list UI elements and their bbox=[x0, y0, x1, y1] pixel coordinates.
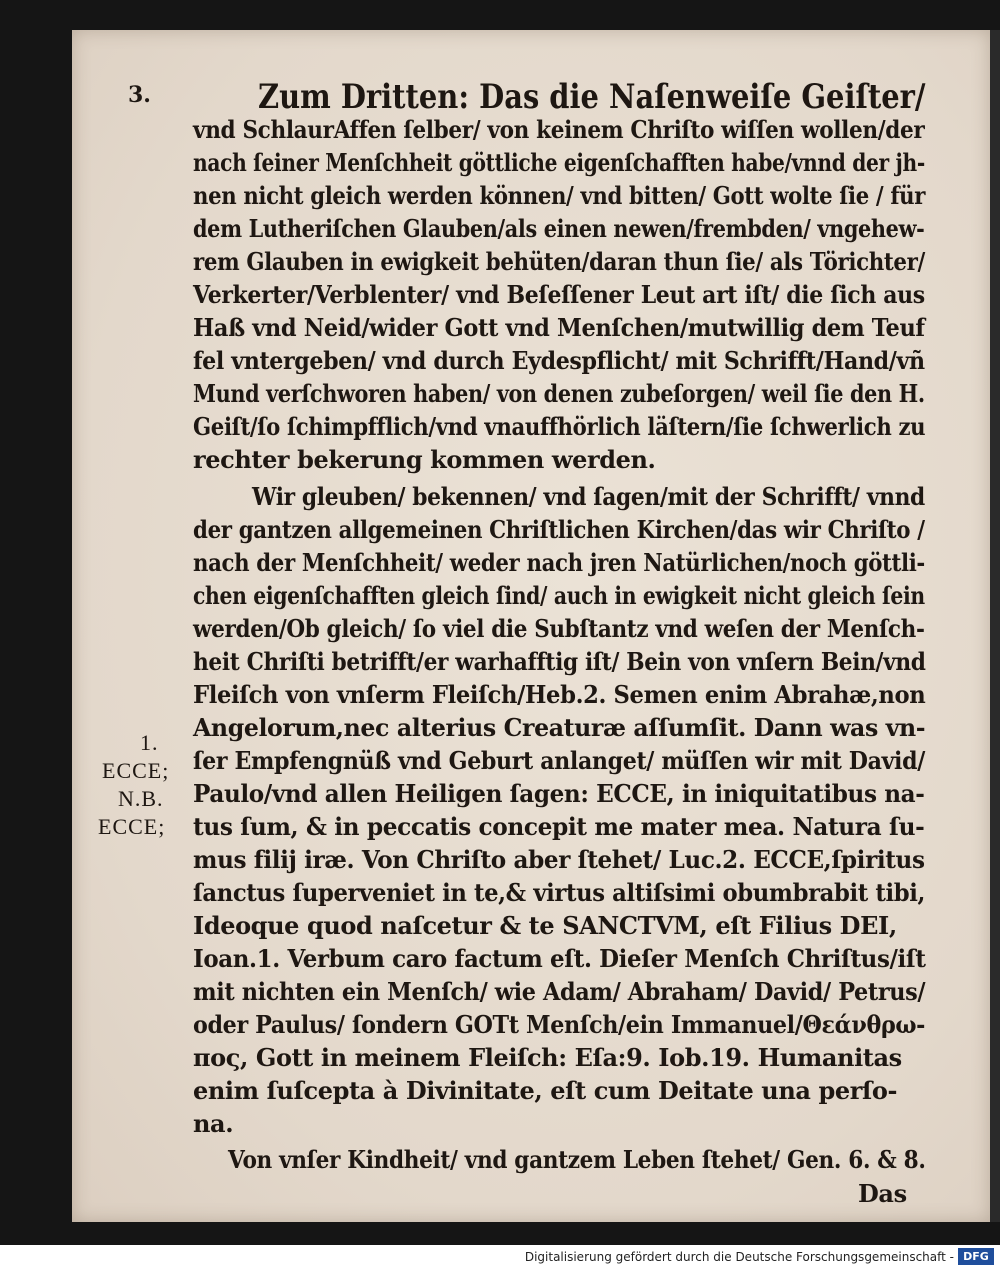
footer-credit: Digitalisierung gefördert durch die Deutsche Forschungsgemeinschaft - bbox=[524, 1250, 954, 1264]
text-line: ſer Empfengnüß vnd Geburt anlanget/ müſſen wir mit David/ bbox=[193, 746, 925, 775]
text-line: πος, Gott in meinem Fleiſch: Eſa:9. Iob.19. Humanitas bbox=[193, 1043, 902, 1072]
text-line: Zum Dritten: Das die Naſenweiſe Geiſter/ bbox=[258, 77, 926, 117]
text-line: chen eigenſchafften gleich ſind/ auch in ewigkeit nicht gleich ſein bbox=[193, 581, 925, 610]
margin-note: ECCE; bbox=[102, 758, 170, 783]
text-line: Mund verſchworen haben/ von denen zubeſorgen/ weil ſie den H. bbox=[193, 379, 925, 408]
margin-note: ECCE; bbox=[98, 814, 166, 839]
text-line: na. bbox=[193, 1109, 234, 1138]
text-line: tus ſum, & in peccatis concepit me mater mea. Natura ſu- bbox=[193, 812, 925, 841]
text-line: Ioan.1. Verbum caro factum eſt. Dieſer Menſch Chriſtus/iſt bbox=[193, 944, 926, 973]
text-line: nen nicht gleich werden können/ vnd bitten/ Gott wolte ſie / für bbox=[193, 181, 926, 210]
margin-note: N.B. bbox=[118, 786, 164, 811]
text-line: Verkerter/Verblenter/ vnd Beſeſſener Leut art iſt/ die ſich aus bbox=[193, 280, 925, 309]
text-line: Fleiſch von vnſerm Fleiſch/Heb.2. Semen enim Abrahæ,non bbox=[193, 680, 926, 709]
dfg-logo: DFG bbox=[958, 1248, 994, 1265]
text-line: nach der Menſchheit/ weder nach jren Natürlichen/noch göttli- bbox=[193, 548, 925, 577]
text-line: Wir gleuben/ bekennen/ vnd ſagen/mit der Schrifft/ vnnd bbox=[252, 482, 925, 511]
text-line: heit Chriſti betrifft/er warhafftig iſt/ Bein von vnſern Bein/vnd bbox=[193, 647, 926, 676]
text-line: Geiſt/ſo ſchimpfflich/vnd vnauffhörlich läſtern/ſie ſchwerlich zu bbox=[193, 412, 926, 441]
text-line: Paulo/vnd allen Heiligen ſagen: ECCE, in iniquitatibus na- bbox=[193, 779, 925, 808]
page-number: 3. bbox=[128, 82, 151, 108]
book-edge bbox=[990, 30, 1000, 1222]
text-line: oder Paulus/ ſondern GOTt Menſch/ein Immanuel/Θεάνθρω- bbox=[193, 1010, 926, 1039]
text-line: dem Lutheriſchen Glauben/als einen newen/frembden/ vngehew- bbox=[193, 214, 925, 243]
margin-note: 1. bbox=[140, 730, 159, 755]
text-line: Von vnſer Kindheit/ vnd gantzem Leben ſtehet/ Gen. 6. & 8. bbox=[228, 1145, 926, 1174]
text-line: enim ſuſcepta à Divinitate, eſt cum Deitate una perſo- bbox=[193, 1076, 898, 1105]
text-line: fel vntergeben/ vnd durch Eydespflicht/ mit Schrifft/Hand/vñ bbox=[193, 346, 925, 375]
text-line: nach ſeiner Menſchheit göttliche eigenſchafften habe/vnnd der jh- bbox=[193, 148, 925, 177]
text-line: ſanctus ſuperveniet in te,& virtus altiſsimi obumbrabit tibi, bbox=[193, 878, 925, 907]
text-line: rem Glauben in ewigkeit behüten/daran thun ſie/ als Törichter/ bbox=[193, 247, 925, 276]
footer-bar bbox=[0, 1245, 1000, 1270]
catchword: Das bbox=[858, 1179, 907, 1208]
text-line: der gantzen allgemeinen Chriſtlichen Kirchen/das wir Chriſto / bbox=[193, 515, 925, 544]
text-line: werden/Ob gleich/ ſo viel die Subſtantz vnd weſen der Menſch- bbox=[193, 614, 925, 643]
text-line: mus filij iræ. Von Chriſto aber ſtehet/ Luc.2. ECCE,ſpiritus bbox=[193, 845, 925, 874]
text-line: rechter bekerung kommen werden. bbox=[193, 445, 656, 474]
text-line: Ideoque quod naſcetur & te SANCTVM, eſt Filius DEI, bbox=[193, 911, 897, 940]
text-line: Angelorum,nec alterius Creaturæ aſſumſit. Dann was vn- bbox=[193, 713, 926, 742]
text-line: mit nichten ein Menſch/ wie Adam/ Abraham/ David/ Petrus/ bbox=[193, 977, 926, 1006]
text-line: vnd SchlaurAffen ſelber/ von keinem Chriſto wiſſen wollen/der bbox=[193, 115, 925, 144]
text-line: Haß vnd Neid/wider Gott vnd Menſchen/mutwillig dem Teuf bbox=[193, 313, 925, 342]
